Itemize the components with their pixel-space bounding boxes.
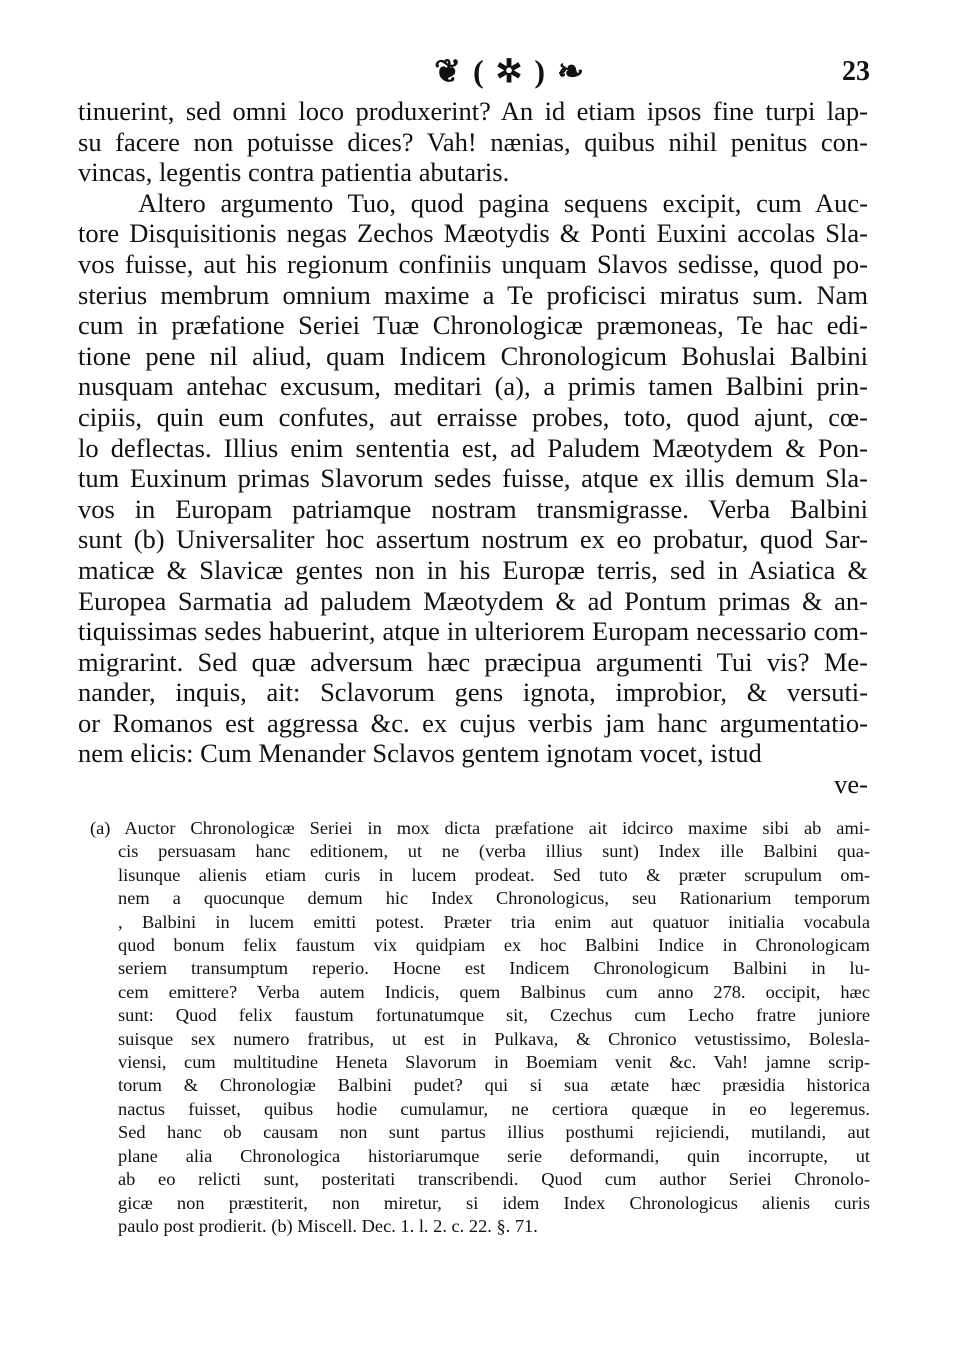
footnote-line: quod bonum felix faustum vix quidpiam ex hoc Balbini Indice in Chronologicam	[118, 935, 870, 956]
footnote-line: nem a quocunque demum hic Index Chronologicus, seu Rationarium temporum	[118, 888, 870, 909]
text-line: tore Disquisitionis negas Zechos Mæotydis & Ponti Euxini accolas Sla-	[78, 218, 868, 249]
text-line: lo deflectas. Illius enim sententia est, ad Paludem Mæotydem & Pon-	[78, 432, 868, 463]
text-line: nander, inquis, ait: Sclavorum gens ignota, improbior, & versuti-	[78, 677, 868, 708]
text-line: vincas, legentis contra patientia abutaris.	[78, 157, 510, 188]
footnote-line: gicæ non præstiterit, non miretur, si idem Index Chronologicus alienis curis	[118, 1192, 870, 1213]
text-line: vos in Europam patriamque nostram transmigrasse. Verba Balbini	[78, 493, 868, 524]
text-line: ve-	[834, 769, 868, 800]
footnote-line: nactus fuisset, quibus hodie cumulamur, ne certiora quæque in eo legeremus.	[118, 1098, 870, 1119]
text-line: vos fuisse, aut his regionum confiniis unquam Slavos sedisse, quod po-	[78, 248, 868, 279]
footnote-line: torum & Chronologiæ Balbini pudet? qui si sua ætate hæc præsidia historica	[118, 1075, 870, 1096]
footnote-line: seriem transumptum reperio. Hocne est Indicem Chronologicum Balbini in lu-	[118, 958, 870, 979]
header-ornament: ❦ ( ✲ ) ❧	[434, 53, 586, 89]
footnote-line: viensi, cum multitudine Heneta Slavorum in Boemiam venit &c. Vah! jamne scrip-	[118, 1052, 870, 1073]
text-line: Altero argumento Tuo, quod pagina sequens excipit, cum Auc-	[138, 187, 868, 218]
text-line: maticæ & Slavicæ gentes non in his Europæ terris, sed in Asiatica &	[78, 554, 868, 585]
text-line: su facere non potuisse dices? Vah! nænias, quibus nihil penitus con-	[78, 126, 868, 157]
footnote-line: , Balbini in lucem emitti potest. Præter tria enim aut quatuor initialia vocabula	[118, 911, 870, 932]
footnote-line: (a) Auctor Chronologicæ Seriei in mox dicta præfatione ait idcirco maxime sibi ab ami-	[90, 818, 870, 838]
footnote-line: cis persuasam hanc editionem, ut ne (verba illius sunt) Index ille Balbini qua-	[118, 841, 870, 862]
text-line: tinuerint, sed omni loco produxerint? An id etiam ipsos fine turpi lap-	[78, 96, 868, 126]
footnote-line: ab eo relicti sunt, posteritati transcribendi. Quod cum author Seriei Chronolo-	[118, 1169, 870, 1190]
text-line: nem elicis: Cum Menander Sclavos gentem ignotam vocet, istud	[78, 738, 762, 769]
page-number: 23	[842, 56, 870, 87]
text-line: cipiis, quin eum confutes, aut erraisse probes, toto, quod ajunt, cœ-	[78, 401, 868, 432]
footnote-line: lisunque alienis etiam curis in lucem prodeat. Sed tuto & præter scrupulum om-	[118, 864, 870, 885]
footnote-line: sunt: Quod felix faustum fortunatumque sit, Czechus cum Lecho fratre juniore	[118, 1005, 870, 1026]
text-line: tione pene nil aliud, quam Indicem Chronologicum Bohuslai Balbini	[78, 340, 868, 371]
text-line: Europea Sarmatia ad paludem Mæotydem & ad Pontum primas & an-	[78, 585, 868, 616]
text-line: tiquissimas sedes habuerint, atque in ulteriorem Europam necessario com-	[78, 616, 868, 647]
footnote-line: cem emittere? Verba autem Indicis, quem Balbinus cum anno 278. occipit, hæc	[118, 981, 870, 1002]
page-header	[80, 52, 870, 92]
text-line: sunt (b) Universaliter hoc assertum nostrum ex eo probatur, quod Sar-	[78, 524, 868, 555]
footnote-line: plane alia Chronologica historiarumque serie deformandi, quin incorrupte, ut	[118, 1145, 870, 1166]
text-line: nusquam antehac excusum, meditari (a), a primis tamen Balbini prin-	[78, 371, 868, 402]
text-line: cum in præfatione Seriei Tuæ Chronologicæ præmoneas, Te hac edi-	[78, 310, 868, 341]
footnote-line: Sed hanc ob causam non sunt partus illius posthumi rejiciendi, mutilandi, aut	[118, 1122, 870, 1143]
footnote-line: suisque sex numero fratribus, ut est in Pulkava, & Chronico vetustissimo, Bolesla-	[118, 1028, 870, 1049]
text-line: or Romanos est aggressa &c. ex cujus verbis jam hanc argumentatio-	[78, 707, 868, 738]
footnotes	[90, 817, 870, 1238]
text-line: tum Euxinum primas Slavorum sedes fuisse, atque ex illis demum Sla-	[78, 463, 868, 494]
text-line: migrarint. Sed quæ adversum hæc præcipua argumenti Tui vis? Me-	[78, 646, 868, 677]
footnote-line: paulo post prodierit. (b) Miscell. Dec. 1. l. 2. c. 22. §. 71.	[118, 1215, 538, 1236]
text-line: sterius membrum omnium maxime a Te proficisci miratus sum. Nam	[78, 279, 868, 310]
main-text	[78, 96, 868, 800]
